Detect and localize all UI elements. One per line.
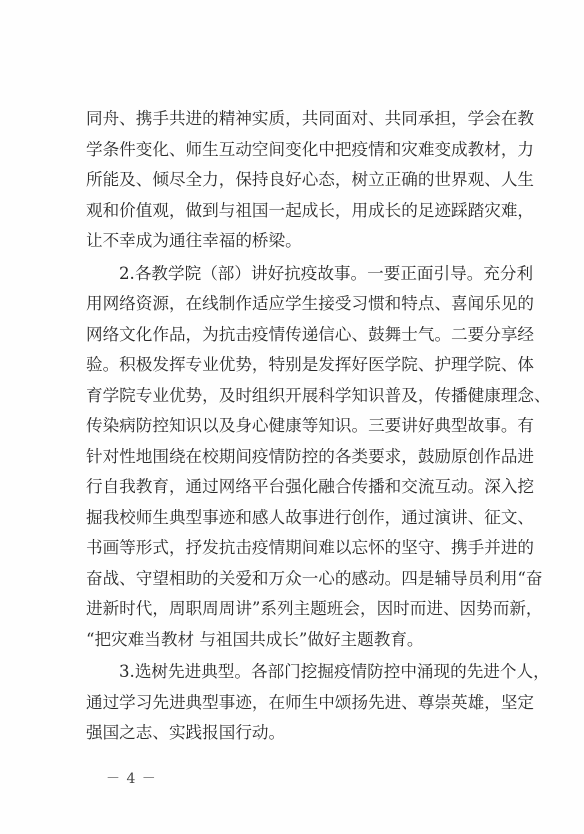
paragraph-advanced-models — [86, 657, 550, 749]
text-line: 让不幸成为通往幸福的桥梁。 — [86, 231, 302, 250]
text-line: 进新时代，周职周周讲”系列主题班会，因时而进、因势而新， — [86, 599, 543, 618]
text-line: 书画等形式，抒发抗击疫情期间难以忘怀的坚守、携手并进的 — [86, 538, 535, 557]
text-line: 学条件变化、师生互动空间变化中把疫情和灾难变成教材，力 — [86, 139, 535, 159]
text-line: 通过学习先进典型事迹，在师生中颂扬先进、尊崇英雄，坚定 — [86, 692, 535, 712]
text-line: “把灾难当教材 与祖国共成长”做好主题教育。 — [86, 629, 424, 649]
text-line: 掘我校师生典型事迹和感人故事进行创作，通过演讲、征文、 — [86, 507, 535, 527]
text-line: 奋战、守望相助的关爱和万众一心的感动。四是辅导员利用“奋 — [86, 568, 543, 588]
paragraph-anti-epidemic-stories — [86, 259, 551, 656]
text-line: 育学院专业优势，及时组织开展科学知识普及，传播健康理念、 — [86, 385, 551, 405]
text-line: 网络文化作品，为抗击疫情传递信心、鼓舞士气。二要分享经 — [86, 324, 535, 344]
text-line: 传染病防控知识以及身心健康等知识。三要讲好典型故事。有 — [86, 416, 535, 435]
text-line: 所能及、倾尽全力，保持良好心态，树立正确的世界观、人生 — [86, 170, 535, 189]
text-line: 3.选树先进典型。各部门挖掘疫情防控中涌现的先进个人， — [119, 662, 550, 681]
text-line: 用网络资源，在线制作适应学生接受习惯和特点、喜闻乐见的 — [86, 294, 535, 313]
text-line: 强国之志、实践报国行动。 — [86, 723, 286, 742]
body-text — [86, 104, 551, 749]
page-number: － 4 － — [106, 771, 157, 787]
text-line: 观和价值观，做到与祖国一起成长，用成长的足迹踩踏灾难， — [86, 200, 535, 220]
text-line: 针对性地围绕在校期间疫情防控的各类要求，鼓励原创作品进 — [86, 446, 535, 466]
text-line: 验。积极发挥专业优势，特别是发挥好医学院、护理学院、体 — [86, 355, 535, 374]
text-line: 同舟、携手共进的精神实质，共同面对、共同承担，学会在教 — [86, 109, 535, 128]
text-line: 2.各教学院（部）讲好抗疫故事。一要正面引导。充分利 — [119, 263, 534, 283]
text-line: 行自我教育，通过网络平台强化融合传播和交流互动。深入挖 — [86, 477, 535, 496]
paragraph-continuation — [86, 104, 535, 257]
